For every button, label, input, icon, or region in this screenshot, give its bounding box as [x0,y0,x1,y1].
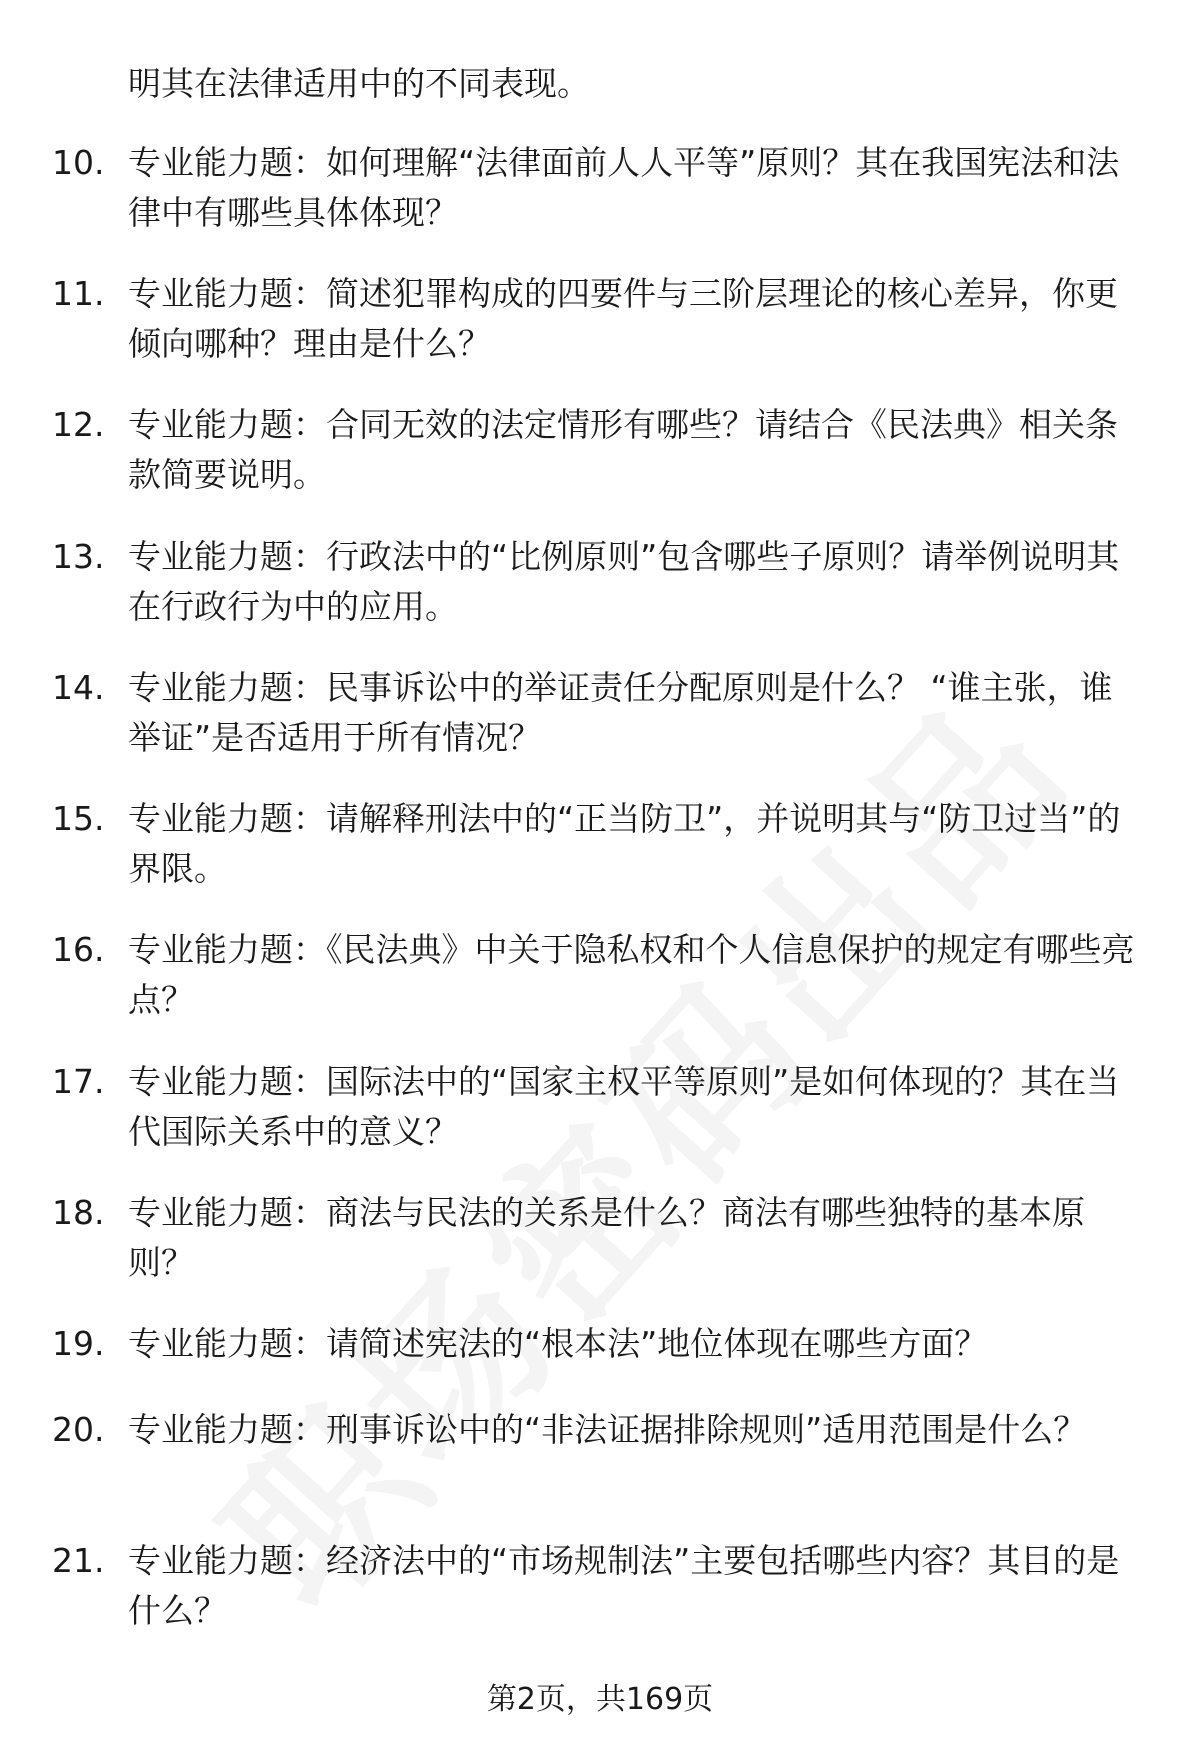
question-number: 17. [52,1062,105,1101]
question-number: 10. [52,143,105,182]
question-number: 16. [52,930,105,969]
question-text: 专业能力题：民事诉讼中的举证责任分配原则是什么？ “谁主张，谁举证”是否适用于所有情况？ [128,668,1113,757]
question-text: 专业能力题：请简述宪法的“根本法”地位体现在哪些方面？ [128,1324,988,1363]
question-number: 12. [52,405,105,444]
question-number: 13. [52,537,105,576]
question-number: 11. [52,274,105,313]
question-number: 20. [52,1410,105,1449]
question-text: 专业能力题：国际法中的“国家主权平等原则”是如何体现的？其在当代国际关系中的意义？ [128,1062,1120,1151]
page-footer: 第2页，共169页 [486,1682,714,1717]
question-text: 专业能力题：简述犯罪构成的四要件与三阶层理论的核心差异，你更倾向哪种？理由是什么？ [128,274,1118,363]
question-text: 专业能力题：刑事诉讼中的“非法证据排除规则”适用范围是什么？ [128,1410,1087,1449]
question-number: 15. [52,799,105,838]
question-text: 专业能力题：商法与民法的关系是什么？商法有哪些独特的基本原则？ [128,1193,1085,1282]
question-text: 专业能力题：合同无效的法定情形有哪些？请结合《民法典》相关条款简要说明。 [128,405,1118,494]
question-number: 14. [52,668,105,707]
question-number: 19. [52,1324,105,1363]
question-text: 专业能力题：请解释刑法中的“正当防卫”，并说明其与“防卫过当”的界限。 [128,799,1121,888]
question-number: 21. [52,1541,105,1580]
question-text: 专业能力题：行政法中的“比例原则”包含哪些子原则？请举例说明其在行政行为中的应用。 [128,537,1120,626]
question-text: 专业能力题：如何理解“法律面前人人平等”原则？其在我国宪法和法律中有哪些具体体现？ [128,143,1120,232]
continued-paragraph: 明其在法律适用中的不同表现。 [128,64,590,103]
question-number: 18. [52,1193,105,1232]
question-text: 专业能力题：《民法典》中关于隐私权和个人信息保护的规定有哪些亮点？ [128,930,1135,1019]
question-text: 专业能力题：经济法中的“市场规制法”主要包括哪些内容？其目的是什么？ [128,1541,1120,1630]
